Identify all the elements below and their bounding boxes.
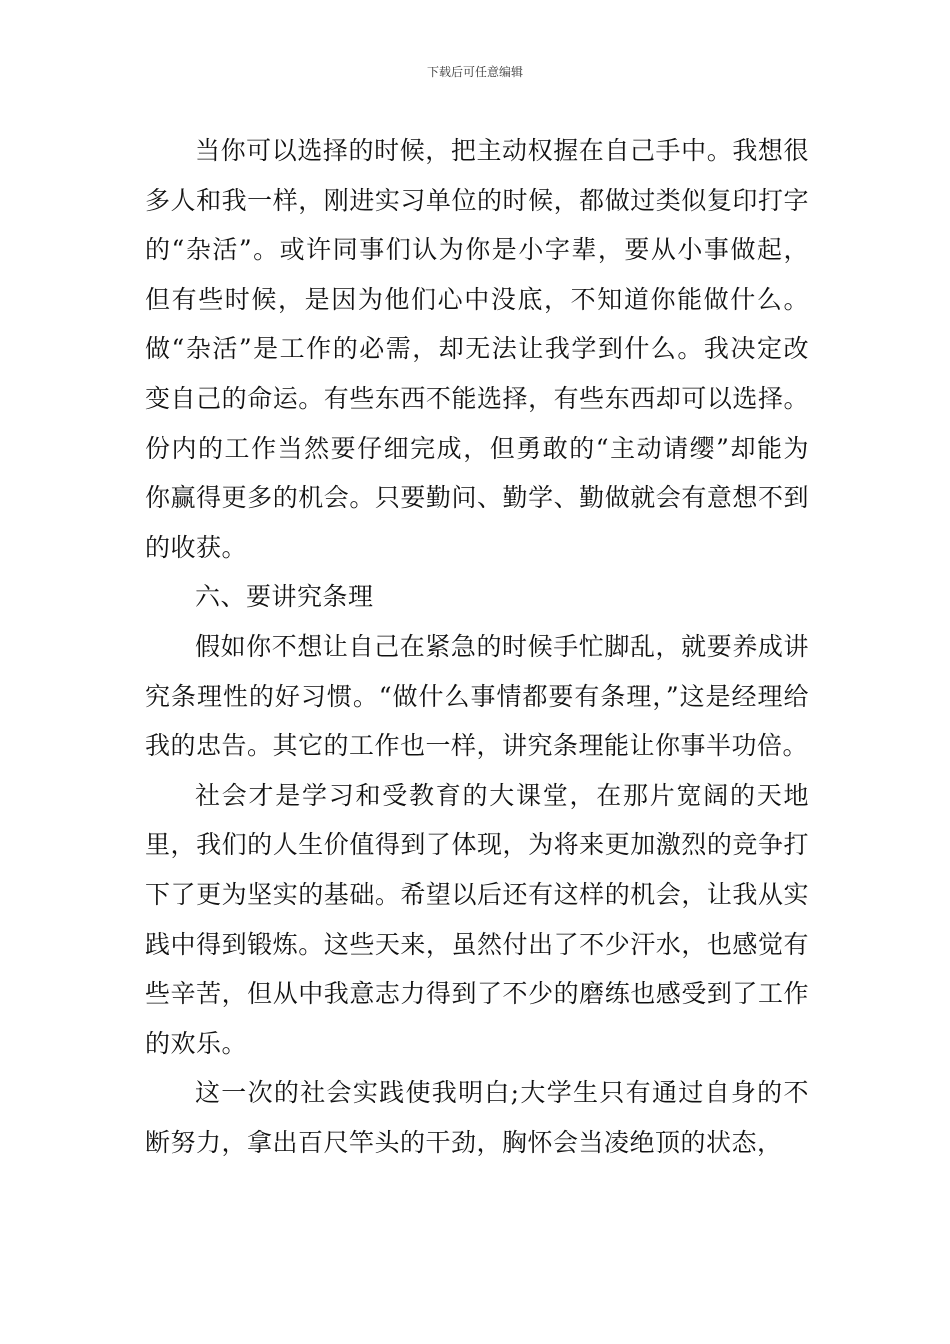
document-body (145, 126, 809, 1167)
page-header: 下载后可任意编辑 (426, 65, 523, 79)
paragraph-initiative: 当你可以选择的时候，把主动权握在自己手中。我想很多人和我一样，刚进实习单位的时候，都做过类似复印打字的“杂活”。或许同事们认为你是小字辈，要从小事做起，但有些时候，是因为他们心中没底，不知道你能做什么。做“杂活”是工作的必需，却无法让我学到什么。我决定改变自己的命运。有些东西不能选择，有些东西却可以选择。份内的工作当然要仔细完成，但勇敢的“主动请缨”却能为你赢得更多的机会。只要勤问、勤学、勤做就会有意想不到的收获。 (145, 136, 809, 562)
paragraph-practice: 这一次的社会实践使我明白;大学生只有通过自身的不断努力，拿出百尺竿头的干劲，胸怀会当凌绝顶的状态， (145, 1078, 809, 1157)
section-heading: 六、要讲究条理 (195, 582, 374, 612)
paragraph-orderliness: 假如你不想让自己在紧急的时候手忙脚乱，就要养成讲究条理性的好习惯。“做什么事情都要有条理，”这是经理给我的忠告。其它的工作也一样，讲究条理能让你事半功倍。 (145, 631, 809, 761)
paragraph-society: 社会才是学习和受教育的大课堂，在那片宽阔的天地里，我们的人生价值得到了体现，为将来更加激烈的竞争打下了更为坚实的基础。希望以后还有这样的机会，让我从实践中得到锻炼。这些天来，虽然付出了不少汗水，也感觉有些辛苦，但从中我意志力得到了不少的磨练也感受到了工作的欢乐。 (145, 780, 809, 1058)
